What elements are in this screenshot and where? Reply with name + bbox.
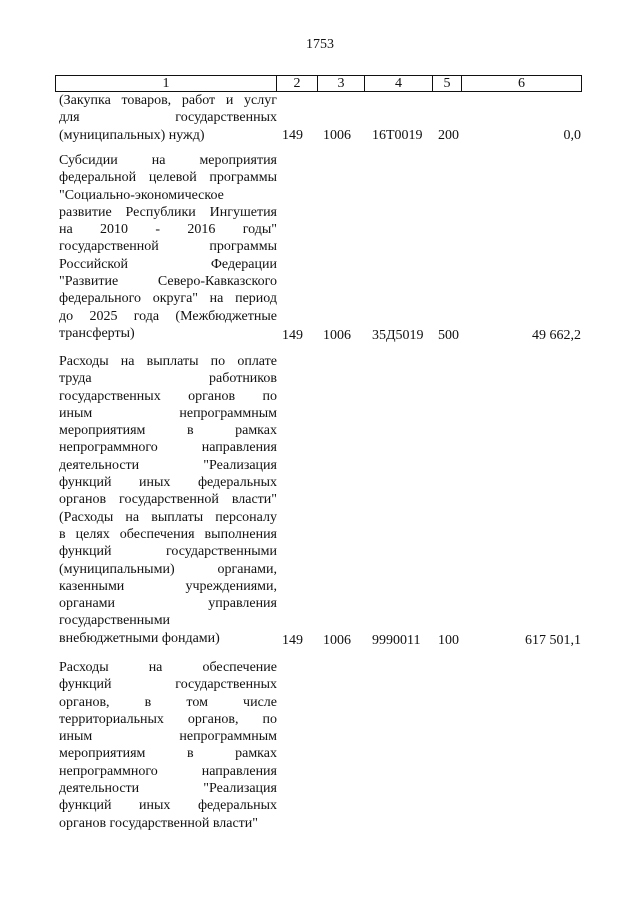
row-2-col-2: 149: [282, 328, 303, 343]
row-3-col-5: 100: [438, 633, 459, 648]
row-1-col-3: 1006: [323, 128, 351, 143]
page-number: 1753: [306, 37, 334, 52]
row-1-col-2: 149: [282, 128, 303, 143]
row-2-description: Субсидии на мероприятия федеральной целевой программы "Социально-экономическое развитие Республики Ингушетия на 2010 - 2016 годы" государственной программы Российской Федерации "Развитие Северо-Кавказского федерального округа" на период до 2025 года (Межбюджетные трансферты): [59, 153, 277, 341]
row-4-description: Расходы на обеспечение функций государственных органов, в том числе территориальных органов, по иным непрограммным мероприятиям в рамках непрограммного направления деятельности "Реализация функций иных федеральных органов государственной власти": [59, 660, 277, 831]
row-2-col-4: 35Д5019: [372, 328, 424, 343]
row-3-col-2: 149: [282, 633, 303, 648]
header-col-1: 1: [56, 76, 277, 92]
row-1-col-6: 0,0: [563, 128, 581, 143]
header-col-6: 6: [462, 76, 582, 92]
row-2-col-3: 1006: [323, 328, 351, 343]
row-1-description: (Закупка товаров, работ и услуг для государственных (муниципальных) нужд): [59, 93, 277, 143]
row-3-col-3: 1006: [323, 633, 351, 648]
header-col-4: 4: [365, 76, 433, 92]
row-3-col-6: 617 501,1: [525, 633, 581, 648]
header-col-2: 2: [277, 76, 318, 92]
row-3-description: Расходы на выплаты по оплате труда работников государственных органов по иным непрограммным мероприятиям в рамках непрограммного направления деятельности "Реализация функций иных федеральных органов государственной власти" (Расходы на выплаты персоналу в целях обеспечения выполнения функций государственными (муниципальными) органами, казенными учреждениями, органами управления государственными внебюджетными фондами): [59, 354, 277, 646]
row-3-col-4: 9990011: [372, 633, 421, 648]
row-1-col-5: 200: [438, 128, 459, 143]
row-2-col-6: 49 662,2: [532, 328, 581, 343]
table-header: [55, 75, 582, 92]
row-1-col-4: 16Т0019: [372, 128, 423, 143]
header-col-5: 5: [433, 76, 462, 92]
row-2-col-5: 500: [438, 328, 459, 343]
header-col-3: 3: [318, 76, 365, 92]
